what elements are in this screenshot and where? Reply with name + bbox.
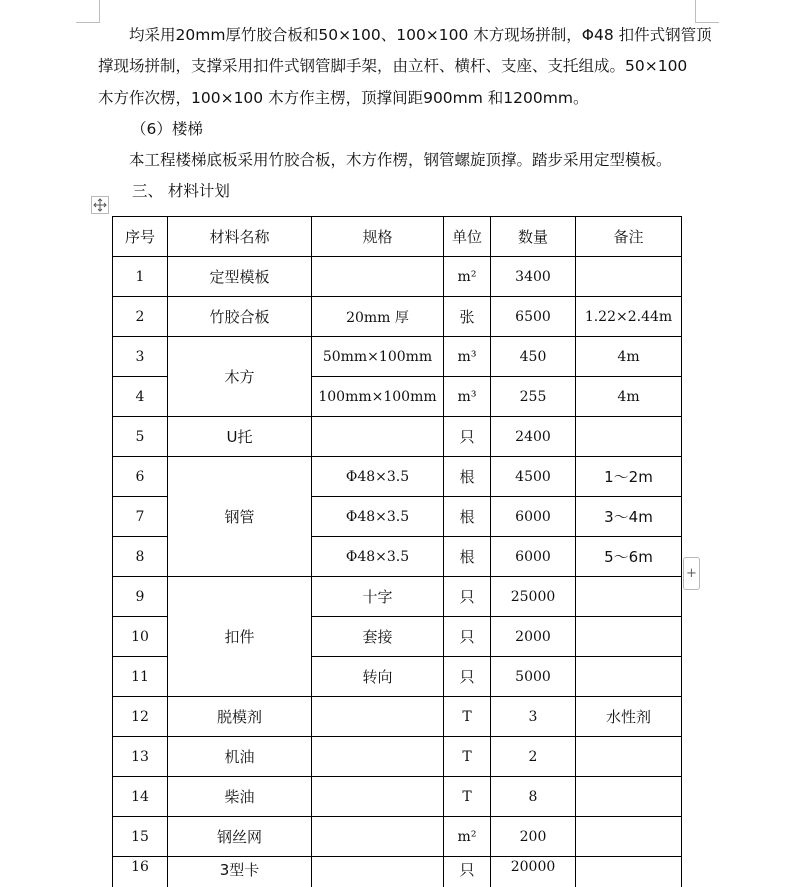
cell-unit: 根 — [444, 457, 491, 497]
cell-qty: 25000 — [491, 577, 576, 617]
cell-qty: 6000 — [491, 537, 576, 577]
header-note: 备注 — [576, 217, 682, 257]
cell-note: 水性剂 — [576, 697, 682, 737]
section-heading: 三、 材料计划 — [132, 181, 230, 201]
cell-seq: 8 — [113, 537, 168, 577]
cell-unit: 只 — [444, 417, 491, 457]
table-move-handle[interactable] — [91, 196, 109, 214]
cell-note — [576, 817, 682, 857]
stair-paragraph: 本工程楼梯底板采用竹胶合板，木方作楞，钢管螺旋顶撑。踏步采用定型模板。 — [129, 150, 672, 170]
cell-unit: T — [444, 777, 491, 817]
cell-qty: 3 — [491, 697, 576, 737]
crop-mark-left-horizontal — [76, 22, 100, 23]
cell-note: 1～2m — [576, 457, 682, 497]
header-qty: 数量 — [491, 217, 576, 257]
cell-seq: 13 — [113, 737, 168, 777]
cell-spec: Φ48×3.5 — [312, 537, 444, 577]
cell-note — [576, 657, 682, 697]
cell-spec: Φ48×3.5 — [312, 497, 444, 537]
cell-unit: 只 — [444, 657, 491, 697]
table-row — [113, 737, 682, 777]
cell-spec: 转向 — [312, 657, 444, 697]
cell-spec: 100mm×100mm — [312, 377, 444, 417]
cell-name: 木方 — [168, 337, 312, 417]
cell-spec — [312, 417, 444, 457]
cell-name: 竹胶合板 — [168, 297, 312, 337]
cell-qty: 200 — [491, 817, 576, 857]
cell-spec — [312, 817, 444, 857]
cell-spec — [312, 777, 444, 817]
cell-seq: 9 — [113, 577, 168, 617]
cell-note: 3～4m — [576, 497, 682, 537]
crop-mark-right-vertical — [695, 0, 696, 22]
cell-unit: T — [444, 697, 491, 737]
cell-name: 3型卡 — [168, 857, 312, 887]
cell-seq: 11 — [113, 657, 168, 697]
cell-seq: 5 — [113, 417, 168, 457]
cell-seq: 7 — [113, 497, 168, 537]
cell-qty: 3400 — [491, 257, 576, 297]
cell-seq: 4 — [113, 377, 168, 417]
cell-seq: 16 — [113, 857, 168, 887]
cell-note — [576, 617, 682, 657]
cell-note — [576, 777, 682, 817]
crop-mark-right-horizontal — [695, 22, 719, 23]
materials-table — [112, 216, 682, 887]
cell-qty: 6500 — [491, 297, 576, 337]
paragraph-line-3: 木方作次楞，100×100 木方作主楞，顶撑间距900mm 和1200mm。 — [98, 88, 588, 108]
table-row — [113, 857, 682, 887]
cell-spec: 套接 — [312, 617, 444, 657]
add-column-handle[interactable] — [683, 557, 700, 590]
cell-unit: 只 — [444, 617, 491, 657]
cell-unit: 张 — [444, 297, 491, 337]
cell-unit: m³ — [444, 377, 491, 417]
cell-qty: 8 — [491, 777, 576, 817]
paragraph-line-2: 撑现场拼制，支撑采用扣件式钢管脚手架，由立杆、横杆、支座、支托组成。50×100 — [98, 56, 687, 76]
cell-seq: 15 — [113, 817, 168, 857]
table-row — [113, 257, 682, 297]
cell-qty: 450 — [491, 337, 576, 377]
table-row — [113, 457, 682, 497]
cell-name: 柴油 — [168, 777, 312, 817]
table-row — [113, 697, 682, 737]
header-name: 材料名称 — [168, 217, 312, 257]
cell-note — [576, 257, 682, 297]
plus-icon: + — [686, 566, 697, 581]
cell-qty: 5000 — [491, 657, 576, 697]
cell-name: 钢丝网 — [168, 817, 312, 857]
cell-name: 机油 — [168, 737, 312, 777]
header-spec: 规格 — [312, 217, 444, 257]
cell-name: U托 — [168, 417, 312, 457]
cell-unit: m³ — [444, 337, 491, 377]
stair-heading: （6）楼梯 — [131, 119, 203, 139]
crop-mark-left-vertical — [99, 0, 100, 22]
cell-note: 4m — [576, 377, 682, 417]
cell-name: 扣件 — [168, 577, 312, 697]
cell-seq: 10 — [113, 617, 168, 657]
cell-note: 5～6m — [576, 537, 682, 577]
cell-spec: 十字 — [312, 577, 444, 617]
header-unit: 单位 — [444, 217, 491, 257]
table-row — [113, 577, 682, 617]
cell-note — [576, 577, 682, 617]
cell-note: 1.22×2.44m — [576, 297, 682, 337]
cell-unit: T — [444, 737, 491, 777]
header-seq: 序号 — [113, 217, 168, 257]
cell-spec: 50mm×100mm — [312, 337, 444, 377]
cell-spec — [312, 857, 444, 887]
cell-name: 定型模板 — [168, 257, 312, 297]
cell-name: 钢管 — [168, 457, 312, 577]
cell-seq: 1 — [113, 257, 168, 297]
table-row — [113, 777, 682, 817]
cell-note: 4m — [576, 337, 682, 377]
cell-unit: m² — [444, 257, 491, 297]
cell-name: 脱模剂 — [168, 697, 312, 737]
cell-note — [576, 417, 682, 457]
cell-spec: 20mm 厚 — [312, 297, 444, 337]
table-row — [113, 417, 682, 457]
paragraph-line-1: 均采用20mm厚竹胶合板和50×100、100×100 木方现场拼制，Φ48 扣件式钢管顶 — [129, 25, 712, 45]
cell-spec — [312, 257, 444, 297]
table-row — [113, 337, 682, 377]
cell-seq: 3 — [113, 337, 168, 377]
cell-unit: 只 — [444, 577, 491, 617]
cell-seq: 6 — [113, 457, 168, 497]
table-row — [113, 817, 682, 857]
cell-qty: 2 — [491, 737, 576, 777]
cell-unit: 根 — [444, 537, 491, 577]
cell-note — [576, 737, 682, 777]
table-header-row — [113, 217, 682, 257]
table-row — [113, 297, 682, 337]
cell-unit: m² — [444, 817, 491, 857]
cell-seq: 14 — [113, 777, 168, 817]
cell-seq: 2 — [113, 297, 168, 337]
cell-seq: 12 — [113, 697, 168, 737]
move-arrows-icon — [93, 198, 107, 212]
cell-note — [576, 857, 682, 887]
cell-spec: Φ48×3.5 — [312, 457, 444, 497]
cell-qty: 2400 — [491, 417, 576, 457]
cell-unit: 只 — [444, 857, 491, 887]
cell-spec — [312, 697, 444, 737]
cell-spec — [312, 737, 444, 777]
cell-qty: 6000 — [491, 497, 576, 537]
cell-qty: 4500 — [491, 457, 576, 497]
cell-qty: 2000 — [491, 617, 576, 657]
cell-unit: 根 — [444, 497, 491, 537]
cell-qty: 255 — [491, 377, 576, 417]
cell-qty: 20000 — [491, 857, 576, 887]
